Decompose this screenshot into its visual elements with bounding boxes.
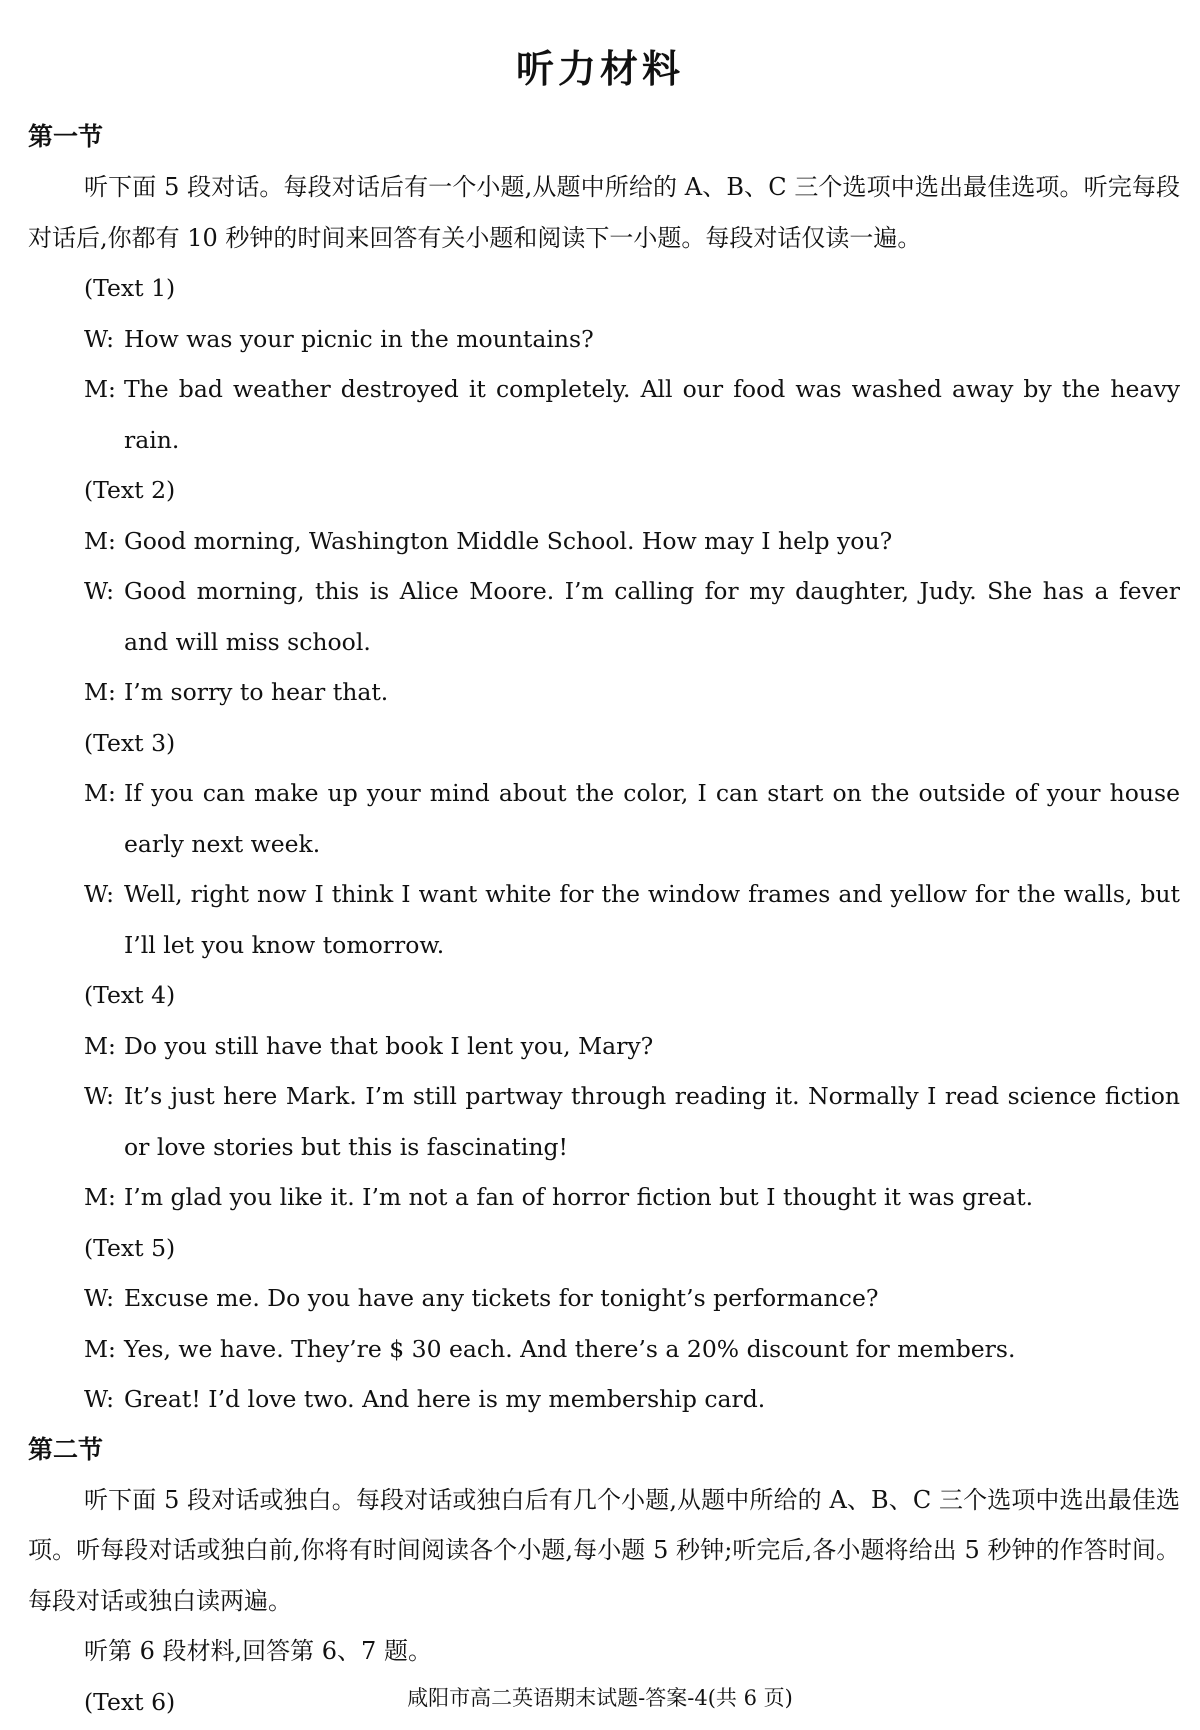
- section-2-heading: 第二节: [28, 1434, 104, 1464]
- page-footer: 咸阳市高二英语期末试题-答案-4(共 6 页): [407, 1686, 793, 1710]
- dialogue-line: [28, 314, 1180, 365]
- dialogue-text: Well, right now I think I want white for the window frames and yellow for the walls, but I’ll let you know tomorrow.: [124, 880, 1180, 959]
- dialogue-line: [28, 364, 1180, 465]
- dialogue-line: [28, 667, 1180, 718]
- speaker-label: M:: [84, 1031, 116, 1060]
- dialogue-text: I’m sorry to hear that.: [124, 678, 389, 706]
- section-2-instructions: 听下面 5 段对话或独白。每段对话或独白后有几个小题,从题中所给的 A、B、C 三个选项中选出最佳选项。听每段对话或独白前,你将有时间阅读各个小题,每小题 5 秒钟;听完后,各小题将给出 5 秒钟的作答时间。每段对话或独白读两遍。: [28, 1485, 1180, 1615]
- speaker-label: M:: [84, 1183, 116, 1211]
- speaker-label: M:: [84, 1334, 116, 1363]
- speaker-label: M:: [84, 779, 116, 807]
- text-label: (Text 4): [84, 981, 176, 1009]
- dialogue-line: [28, 1071, 1180, 1172]
- speaker-label: W:: [84, 880, 115, 908]
- dialogue-text: Great! I’d love two. And here is my membership card.: [124, 1385, 766, 1413]
- text-label: (Text 5): [84, 1233, 176, 1262]
- text-label: (Text 1): [84, 274, 176, 302]
- speaker-label: M:: [84, 526, 116, 555]
- dialogue-text: It’s just here Mark. I’m still partway through reading it. Normally I read science fiction or love stories but this is fascinating!: [124, 1082, 1180, 1161]
- dialogue-line: [28, 1324, 1180, 1375]
- speaker-label: M:: [84, 678, 116, 706]
- dialogue-line: [28, 516, 1180, 567]
- dialogue-line: [28, 1273, 1180, 1324]
- speaker-label: W:: [84, 577, 115, 605]
- dialogue-line: [28, 1172, 1180, 1223]
- document-content: [28, 112, 1180, 1727]
- dialogue-line: [28, 1374, 1180, 1425]
- dialogue-text: Do you still have that book I lent you, Mary?: [124, 1031, 654, 1060]
- dialogue-text: Excuse me. Do you have any tickets for tonight’s performance?: [124, 1284, 879, 1312]
- dialogue-line: [28, 869, 1180, 970]
- dialogue-text: Good morning, Washington Middle School. How may I help you?: [124, 526, 893, 555]
- dialogue-line: [28, 566, 1180, 667]
- text-label: (Text 2): [84, 476, 176, 504]
- dialogue-line: [28, 1021, 1180, 1072]
- section-2-prompt: 听第 6 段材料,回答第 6、7 题。: [84, 1637, 432, 1665]
- dialogue-text: If you can make up your mind about the color, I can start on the outside of your house early next week.: [124, 779, 1180, 858]
- dialogue-text: The bad weather destroyed it completely. All our food was washed away by the heavy rain.: [124, 375, 1180, 454]
- text-label: (Text 3): [84, 728, 176, 757]
- dialogue-text: How was your picnic in the mountains?: [124, 324, 594, 353]
- speaker-label: W:: [84, 1284, 115, 1312]
- dialogue-text: Good morning, this is Alice Moore. I’m calling for my daughter, Judy. She has a fever and will miss school.: [124, 577, 1180, 656]
- dialogue-text: Yes, we have. They’re $ 30 each. And there’s a 20% discount for members.: [124, 1334, 1016, 1363]
- text-label: (Text 6): [84, 1687, 176, 1716]
- section-1-instructions: 听下面 5 段对话。每段对话后有一个小题,从题中所给的 A、B、C 三个选项中选出最佳选项。听完每段对话后,你都有 10 秒钟的时间来回答有关小题和阅读下一小题。每段对话仅读一遍。: [28, 173, 1180, 252]
- section-1-heading: 第一节: [28, 122, 104, 151]
- speaker-label: W:: [84, 1082, 115, 1110]
- dialogue-line: [28, 768, 1180, 869]
- speaker-label: M:: [84, 375, 116, 403]
- dialogue-text: I’m glad you like it. I’m not a fan of horror fiction but I thought it was great.: [124, 1183, 1034, 1211]
- speaker-label: W:: [84, 1385, 115, 1413]
- speaker-label: W:: [84, 324, 115, 353]
- page-title: 听力材料: [515, 47, 684, 91]
